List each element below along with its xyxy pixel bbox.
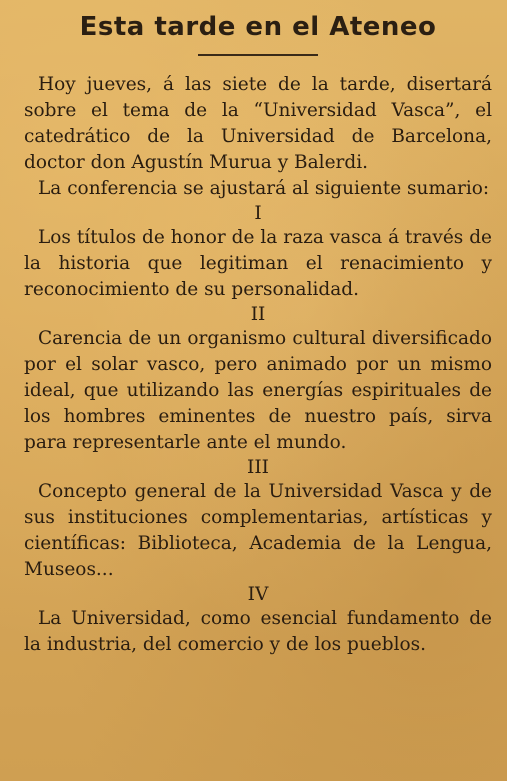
section-numeral: IV [247,584,269,605]
summary-section-1 [24,202,492,303]
section-text: Concepto general de la Universidad Vasca y de sus instituciones complementarias, artísticas y científicas: Biblioteca, Academia de la Lengua, Museos... [24,481,492,580]
article [24,6,492,658]
summary-section-4 [24,583,492,658]
intro-paragraph: Hoy jueves, á las siete de la tarde, disertará sobre el tema de la “Universidad Vasca”, el catedrático de la Universidad de Barcelona, doctor don Agustín Murua y Balerdi. [24,74,492,173]
headline: Esta tarde en el Ateneo [79,12,437,42]
section-text: La Universidad, como esencial fundamento de la industria, del comercio y de los pueblos. [24,608,492,655]
section-text: Los títulos de honor de la raza vasca á través de la historia que legitiman el renacimiento y reconocimiento de su personalidad. [24,227,492,300]
section-text: Carencia de un organismo cultural diversificado por el solar vasco, pero animado por un mismo ideal, que utilizando las energías espirituales de los hombres eminentes de nuestro país, sirva para representarle ante el mundo. [24,328,492,453]
section-numeral: III [247,457,269,478]
summary-section-3 [24,456,492,583]
section-numeral: II [250,304,266,325]
section-numeral: I [254,203,262,224]
headline-divider [198,54,318,56]
summary-section-2 [24,303,492,456]
summary-intro-paragraph: La conferencia se ajustará al siguiente sumario: [38,178,490,199]
